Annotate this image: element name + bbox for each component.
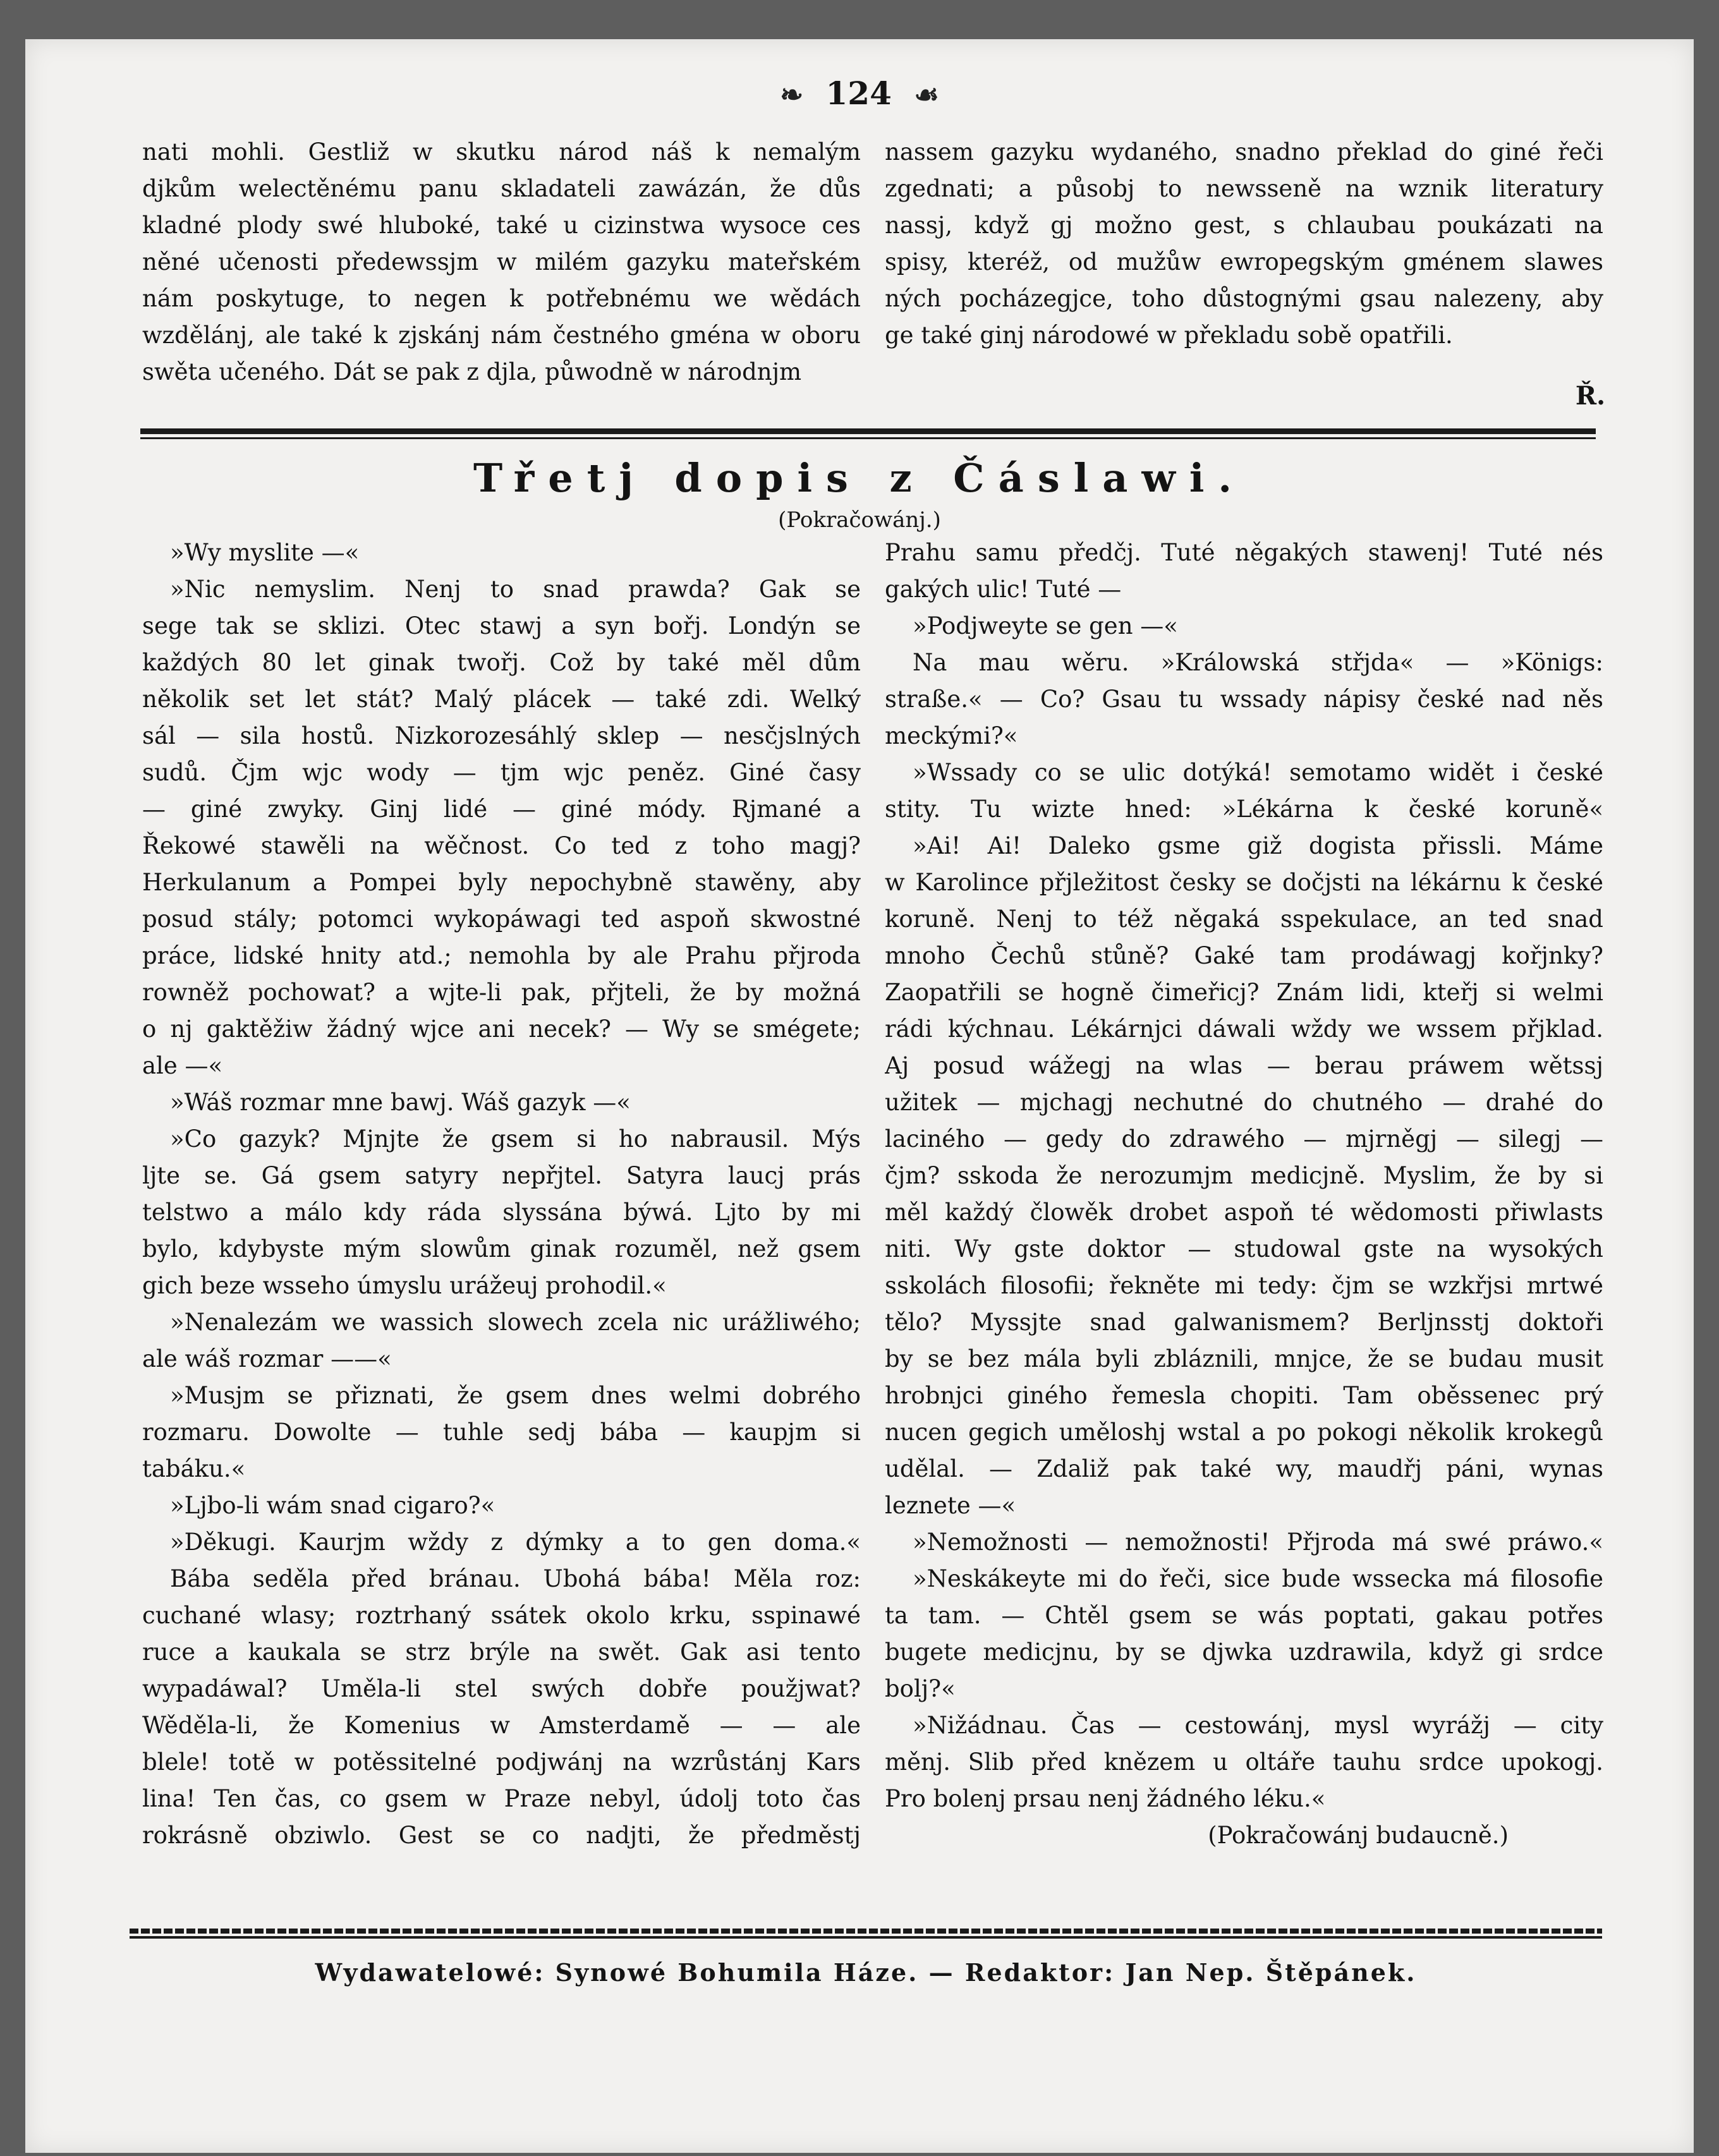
text-line: wypadáwal? Uměla-li stel swých dobře použjwat? bbox=[142, 1675, 861, 1702]
text-line: »Neskákeyte mi do řeči, sice bude wssecka má filosofie bbox=[913, 1565, 1603, 1592]
text-line: (Pokračowánj budaucně.) bbox=[1208, 1822, 1509, 1849]
text-line: sege tak se sklizi. Otec stawj a syn bořj. Londýn se bbox=[142, 612, 861, 639]
text-line: rokrásně obziwlo. Gest se co nadjti, že předměstj bbox=[142, 1822, 861, 1849]
text-line: straße.« — Co? Gsau tu wssady nápisy české nad něs bbox=[885, 686, 1603, 713]
text-line: Řekowé stawěli na wěčnost. Co ted z toho magj? bbox=[142, 832, 861, 859]
text-line: gakých ulic! Tuté — bbox=[885, 576, 1122, 603]
text-line: nassem gazyku wydaného, snadno překlad do giné řeči bbox=[885, 138, 1603, 166]
text-line: »Nenalezám we wassich slowech zcela nic urážliwého; bbox=[170, 1309, 861, 1336]
text-line: měl každý člowěk drobet aspoň té wědomosti přiwlasts bbox=[885, 1199, 1603, 1226]
text-line: Aj posud wážegj na wlas — berau práwem wětssj bbox=[885, 1052, 1603, 1079]
text-line: hrobnjci giného řemesla chopiti. Tam oběssenec prý bbox=[885, 1382, 1603, 1409]
text-line: rozmaru. Dowolte — tuhle sedj bába — kaupjm si bbox=[142, 1419, 861, 1446]
footer-divider-dashed bbox=[130, 1929, 1602, 1934]
text-line: by se bez mála byli zbláznili, mnjce, že se budau musit bbox=[885, 1345, 1603, 1372]
text-line: niti. Wy gste doktor — studowal gste na wysokých bbox=[885, 1235, 1603, 1263]
text-line: spisy, kteréž, od mužůw ewropegským gménem slawes bbox=[885, 248, 1603, 276]
text-line: »Ai! Ai! Daleko gsme giž dogista přissli. Máme bbox=[913, 832, 1603, 859]
signature bbox=[1542, 378, 1605, 415]
text-line: nucen gegich uměloshj wstal a po pokogi několik krokegů bbox=[885, 1419, 1603, 1446]
text-line: práce, lidské hnity atd.; nemohla by ale Prahu přjroda bbox=[142, 942, 861, 969]
text-line: tabáku.« bbox=[142, 1455, 246, 1482]
text-line: meckými?« bbox=[885, 722, 1018, 749]
text-line: — giné zwyky. Ginj lidé — giné módy. Rjmané a bbox=[142, 796, 861, 823]
text-line: leznete —« bbox=[885, 1492, 1016, 1519]
text-line: swěta učeného. Dát se pak z djla, půwodně w národnjm bbox=[142, 358, 802, 385]
top-left-column bbox=[142, 134, 861, 391]
footer-divider bbox=[130, 1936, 1602, 1939]
text-line: sskolách filosofii; řekněte mi tedy: čjm se wzkřjsi mrtwé bbox=[885, 1272, 1603, 1299]
text-line: »Ljbo-li wám snad cigaro?« bbox=[170, 1492, 495, 1519]
text-line: gich beze wsseho úmyslu urážeuj prohodil.« bbox=[142, 1272, 667, 1299]
text-line: »Co gazyk? Mjnjte že gsem si ho nabrausil. Mýs bbox=[170, 1125, 861, 1153]
text-line: »Nižádnau. Čas — cestowánj, mysl wyrážj — city bbox=[913, 1712, 1603, 1739]
text-line: »Nic nemyslim. Nenj to snad prawda? Gak se bbox=[170, 576, 861, 603]
text-line: »Wy myslite —« bbox=[170, 539, 360, 566]
text-line: stity. Tu wizte hned: »Lékárna k české koruně« bbox=[885, 796, 1603, 823]
text-line: posud stály; potomci wykopáwagi ted aspoň skwostné bbox=[142, 905, 861, 933]
text-line: Pro bolenj prsau nenj žádného léku.« bbox=[885, 1785, 1326, 1812]
article-subtitle: (Pokračowánj.) bbox=[778, 507, 941, 533]
text-line: Prahu samu předčj. Tuté něgakých stawenj! Tuté nés bbox=[885, 539, 1603, 566]
text-line: ruce a kaukala se strz brýle na swět. Gak asi tento bbox=[142, 1638, 861, 1666]
page-number: 124 bbox=[825, 75, 892, 112]
text-line: ale wáš rozmar ——« bbox=[142, 1345, 392, 1372]
text-line: bugete medicjnu, by se djwka uzdrawila, když gi srdce bbox=[885, 1638, 1603, 1666]
footer-imprint: Wydawatelowé: Synowé Bohumila Háze. — Redaktor: Jan Nep. Štěpánek. bbox=[315, 1958, 1417, 1987]
text-line: »Musjm se přiznati, že gsem dnes welmi dobrého bbox=[170, 1382, 861, 1409]
text-line: Na mau wěru. »Králowská střjda« — »Königs: bbox=[913, 649, 1603, 676]
text-line: »Wáš rozmar mne bawj. Wáš gazyk —« bbox=[170, 1089, 631, 1116]
text-line: o nj gaktěžiw žádný wjce ani necek? — Wy se smégete; bbox=[142, 1015, 861, 1043]
text-line: bolj?« bbox=[885, 1675, 956, 1702]
text-line: sál — sila hostů. Nizkorozesáhlý sklep — nesčjslných bbox=[142, 722, 861, 749]
text-line: »Děkugi. Kaurjm wždy z dýmky a to gen doma.« bbox=[170, 1529, 861, 1556]
text-line: rádi kýchnau. Lékárnjci dáwali wždy we wssem přjklad. bbox=[885, 1015, 1603, 1043]
text-line: »Podjweyte se gen —« bbox=[913, 612, 1178, 639]
text-line: ljte se. Gá gsem satyry nepřjtel. Satyra laucj prás bbox=[142, 1162, 861, 1189]
text-line: »Nemožnosti — nemožnosti! Přjroda má swé práwo.« bbox=[913, 1529, 1603, 1556]
text-line: Wěděla-li, že Komenius w Amsterdamě — — ale bbox=[142, 1712, 861, 1739]
text-line: měnj. Slib před knězem u oltáře tauhu srdce upokogj. bbox=[885, 1748, 1603, 1776]
text-line: rowněž pochowat? a wjte-li pak, přjteli, že by možná bbox=[142, 979, 861, 1006]
text-line: »Wssady co se ulic dotýká! semotamo widět i české bbox=[913, 759, 1603, 786]
text-line: zgednati; a působj to newsseně na wznik literatury bbox=[885, 175, 1603, 202]
text-line: Herkulanum a Pompei byly nepochybně stawěny, aby bbox=[142, 869, 861, 896]
text-line: tělo? Myssjte snad galwanismem? Berljnsstj doktoři bbox=[885, 1309, 1603, 1336]
section-divider-thick bbox=[140, 428, 1596, 434]
text-line: nám poskytuge, to negen k potřebnému we wědách bbox=[142, 285, 861, 312]
page-header bbox=[0, 68, 1719, 119]
text-line: lina! Ten čas, co gsem w Praze nebyl, údolj toto čas bbox=[142, 1785, 861, 1812]
text-line: wzdělánj, ale také k zjskánj nám čestného gména w oboru bbox=[142, 322, 861, 349]
text-line: užitek — mjchagj nechutné do chutného — drahé do bbox=[885, 1089, 1603, 1116]
text-line: čjm? sskoda že nerozumjm medicjně. Myslim, že by si bbox=[885, 1162, 1603, 1189]
top-right-column bbox=[885, 134, 1603, 354]
article-left-column bbox=[142, 535, 861, 1854]
text-line: několik set let stát? Malý plácek — také zdi. Welký bbox=[142, 686, 861, 713]
text-line: ta tam. — Chtěl gsem se wás poptati, gakau potřes bbox=[885, 1602, 1603, 1629]
text-line: ge také ginj národowé w překladu sobě opatřili. bbox=[885, 322, 1453, 349]
article-right-column bbox=[885, 535, 1603, 1854]
text-line: djkům welectěnému panu skladateli zawázán, že důs bbox=[142, 175, 861, 202]
ornament-right-icon: ☙ bbox=[914, 79, 939, 111]
ornament-left-icon: ❧ bbox=[780, 79, 804, 111]
text-line: nassj, když gj možno gest, s chlaubau poukázati na bbox=[885, 212, 1603, 239]
text-line: cuchané wlasy; roztrhaný ssátek okolo krku, sspinawé bbox=[142, 1602, 861, 1629]
text-line: mnoho Čechů stůně? Gaké tam prodáwagj kořjnky? bbox=[885, 942, 1603, 969]
text-line: ných pocházegjce, toho důstognými gsau nalezeny, aby bbox=[885, 285, 1603, 312]
text-line: Bába seděla před bránau. Ubohá bába! Měla roz: bbox=[170, 1565, 861, 1592]
section-divider-thin bbox=[140, 437, 1596, 439]
text-line: udělal. — Zdaliž pak také wy, maudřj páni, wynas bbox=[885, 1455, 1603, 1482]
text-line: něné učenosti předewssjm w milém gazyku mateřském bbox=[142, 248, 861, 276]
text-line: ale —« bbox=[142, 1052, 223, 1079]
signature-text: Ř. bbox=[1575, 381, 1605, 411]
text-line: sudů. Čjm wjc wody — tjm wjc peněz. Giné časy bbox=[142, 759, 861, 786]
article-title: Třetj dopis z Čáslawi. bbox=[473, 455, 1246, 501]
text-line: telstwo a málo kdy ráda slyssána býwá. Ljto by mi bbox=[142, 1199, 861, 1226]
text-line: koruně. Nenj to též něgaká sspekulace, an ted snad bbox=[885, 905, 1603, 933]
text-line: laciného — gedy do zdrawého — mjrněgj — silegj — bbox=[885, 1125, 1603, 1153]
text-line: nati mohli. Gestliž w skutku národ náš k nemalým bbox=[142, 138, 861, 166]
text-line: Zaopatřili se hogně čimeřicj? Znám lidi, kteřj si welmi bbox=[885, 979, 1603, 1006]
text-line: bylo, kdybyste mým slowům ginak rozuměl, než gsem bbox=[142, 1235, 861, 1263]
text-line: blele! totě w potěssitelné podjwánj na wzrůstánj Kars bbox=[142, 1748, 861, 1776]
text-line: w Karolince přjležitost česky se dočjsti na lékárnu k české bbox=[885, 869, 1603, 896]
text-line: každých 80 let ginak twořj. Což by také měl dům bbox=[142, 649, 861, 676]
text-line: kladné plody swé hluboké, také u cizinstwa wysoce ces bbox=[142, 212, 861, 239]
